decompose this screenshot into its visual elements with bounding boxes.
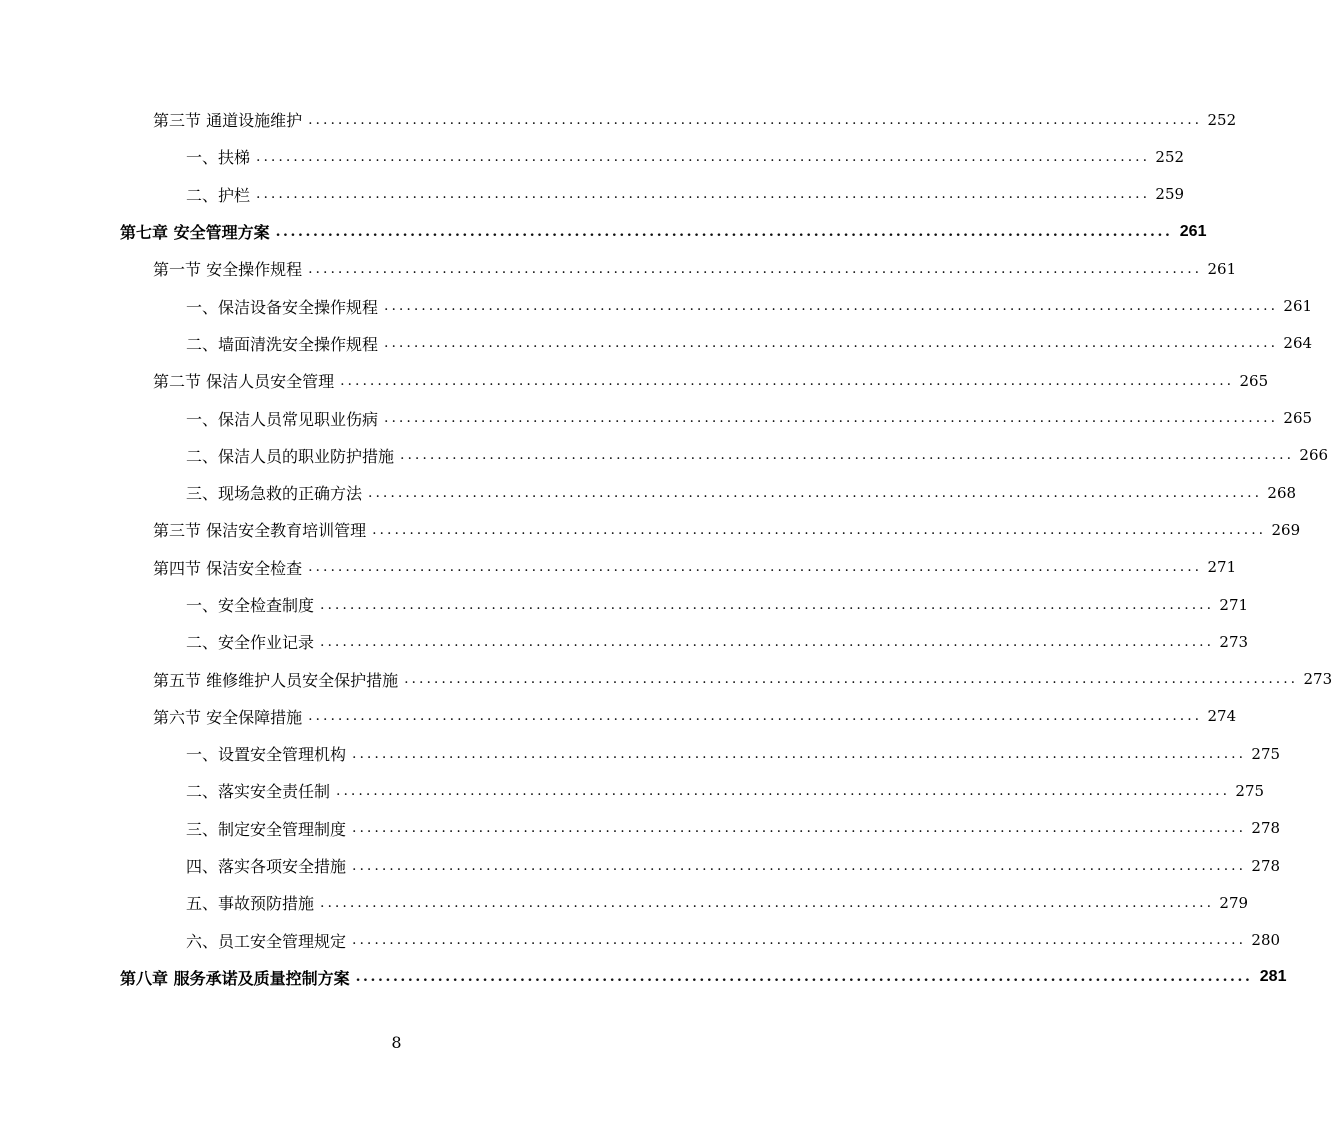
toc-dot-leader: ........................................................................................................................	[384, 335, 1279, 352]
toc-subsection-entry	[0, 586, 1249, 623]
toc-dot-leader: ........................................................................................................................	[308, 708, 1203, 725]
toc-entry-title: 第七章 安全管理方案	[120, 223, 270, 243]
toc-entry-page: 275	[1251, 744, 1281, 763]
toc-entry-title: 三、现场急救的正确方法	[186, 484, 363, 504]
toc-entry-title: 一、扶梯	[186, 148, 251, 168]
toc-entry-page: 261	[1283, 297, 1313, 316]
toc-dot-leader: ........................................................................................................................	[256, 148, 1151, 165]
toc-entry-page: 252	[1207, 110, 1237, 129]
toc-section-entry	[0, 101, 1237, 138]
toc-entry-title: 三、制定安全管理制度	[186, 819, 347, 839]
toc-dot-leader: ........................................................................................................................	[256, 186, 1151, 203]
toc-subsection-entry	[0, 474, 1297, 511]
toc-dot-leader: ........................................................................................................................	[355, 969, 1253, 986]
toc-subsection-entry	[0, 810, 1281, 847]
toc-subsection-entry	[0, 922, 1281, 959]
toc-chapter-entry	[0, 959, 1287, 996]
toc-dot-leader: ........................................................................................................................	[352, 932, 1247, 949]
toc-subsection-entry	[0, 399, 1313, 436]
toc-entry-page: 259	[1155, 185, 1185, 204]
toc-subsection-entry	[0, 287, 1313, 324]
toc-entry-page: 279	[1219, 893, 1249, 912]
toc-dot-leader: ........................................................................................................................	[275, 223, 1173, 240]
toc-dot-leader: ........................................................................................................................	[320, 596, 1215, 613]
toc-dot-leader: ........................................................................................................................	[320, 633, 1215, 650]
toc-entry-page: 264	[1283, 334, 1313, 353]
toc-dot-leader: ........................................................................................................................	[320, 894, 1215, 911]
toc-subsection-entry	[0, 325, 1313, 362]
toc-entry-page: 261	[1207, 259, 1237, 278]
toc-entry-page: 271	[1207, 558, 1237, 577]
toc-entry-page: 273	[1303, 670, 1332, 689]
toc-entry-page: 252	[1155, 147, 1185, 166]
toc-entry-title: 第八章 服务承诺及质量控制方案	[120, 968, 350, 988]
toc-dot-leader: ........................................................................................................................	[336, 782, 1231, 799]
toc-dot-leader: ........................................................................................................................	[340, 372, 1235, 389]
toc-subsection-entry	[0, 772, 1265, 809]
toc-dot-leader: ........................................................................................................................	[352, 745, 1247, 762]
toc-dot-leader: ........................................................................................................................	[384, 298, 1279, 315]
toc-section-entry	[0, 698, 1237, 735]
toc-entry-page: 278	[1251, 819, 1281, 838]
toc-entry-page: 265	[1283, 409, 1313, 428]
toc-entry-title: 一、设置安全管理机构	[186, 745, 347, 765]
toc-subsection-entry	[0, 735, 1281, 772]
toc-entry-page: 271	[1219, 595, 1249, 614]
toc-subsection-entry	[0, 623, 1249, 660]
toc-entry-page: 268	[1267, 483, 1297, 502]
toc-dot-leader: ........................................................................................................................	[308, 111, 1203, 128]
toc-entry-page: 281	[1259, 968, 1287, 986]
toc-entry-page: 275	[1235, 781, 1265, 800]
toc-dot-leader: ........................................................................................................................	[400, 447, 1295, 464]
toc-entry-page: 269	[1271, 520, 1301, 539]
toc-entry-page: 274	[1207, 707, 1237, 726]
toc-dot-leader: ........................................................................................................................	[308, 559, 1203, 576]
toc-chapter-entry	[0, 213, 1207, 250]
toc-entry-title: 第三节 保洁安全教育培训管理	[153, 521, 367, 541]
toc-subsection-entry	[0, 176, 1185, 213]
toc-entry-title: 一、安全检查制度	[186, 596, 315, 615]
toc-section-entry	[0, 660, 1332, 697]
toc-entry-title: 第二节 保洁人员安全管理	[153, 372, 335, 392]
toc-subsection-entry	[0, 437, 1329, 474]
toc-section-entry	[0, 362, 1269, 399]
toc-entry-page: 278	[1251, 856, 1281, 875]
toc-entry-title: 第四节 保洁安全检查	[153, 558, 303, 578]
toc-dot-leader: ........................................................................................................................	[352, 857, 1247, 874]
toc-entry-page: 280	[1251, 931, 1281, 950]
toc-section-entry	[0, 511, 1301, 548]
toc-entry-title: 二、墙面清洗安全操作规程	[186, 334, 379, 354]
toc-section-entry	[0, 250, 1237, 287]
toc-entry-page: 261	[1179, 222, 1207, 240]
toc-entry-title: 二、护栏	[186, 185, 251, 205]
toc-entry-title: 六、员工安全管理规定	[186, 931, 347, 951]
toc-entry-title: 一、保洁设备安全操作规程	[186, 297, 379, 317]
table-of-contents	[0, 101, 1332, 996]
toc-subsection-entry	[0, 847, 1281, 884]
toc-dot-leader: ........................................................................................................................	[308, 260, 1203, 277]
toc-entry-title: 一、保洁人员常见职业伤病	[186, 409, 379, 429]
toc-subsection-entry	[0, 884, 1249, 921]
toc-entry-title: 二、安全作业记录	[186, 633, 315, 653]
page-number: 8	[391, 1033, 402, 1052]
toc-entry-title: 四、落实各项安全措施	[186, 857, 347, 877]
toc-entry-page: 265	[1239, 371, 1269, 390]
toc-dot-leader: ........................................................................................................................	[384, 410, 1279, 427]
toc-entry-title: 二、保洁人员的职业防护措施	[186, 446, 395, 466]
toc-entry-title: 二、落实安全责任制	[186, 782, 331, 802]
toc-entry-title: 第五节 维修维护人员安全保护措施	[153, 670, 399, 690]
toc-entry-page: 266	[1299, 446, 1329, 465]
toc-entry-page: 273	[1219, 632, 1249, 651]
toc-entry-title: 第三节 通道设施维护	[153, 111, 303, 131]
toc-dot-leader: ........................................................................................................................	[404, 671, 1299, 688]
toc-entry-title: 五、事故预防措施	[186, 894, 315, 914]
toc-subsection-entry	[0, 138, 1185, 175]
toc-entry-title: 第一节 安全操作规程	[153, 260, 303, 280]
toc-entry-title: 第六节 安全保障措施	[153, 707, 303, 727]
toc-dot-leader: ........................................................................................................................	[372, 521, 1267, 538]
toc-dot-leader: ........................................................................................................................	[352, 820, 1247, 837]
toc-section-entry	[0, 549, 1237, 586]
toc-dot-leader: ........................................................................................................................	[368, 484, 1263, 501]
